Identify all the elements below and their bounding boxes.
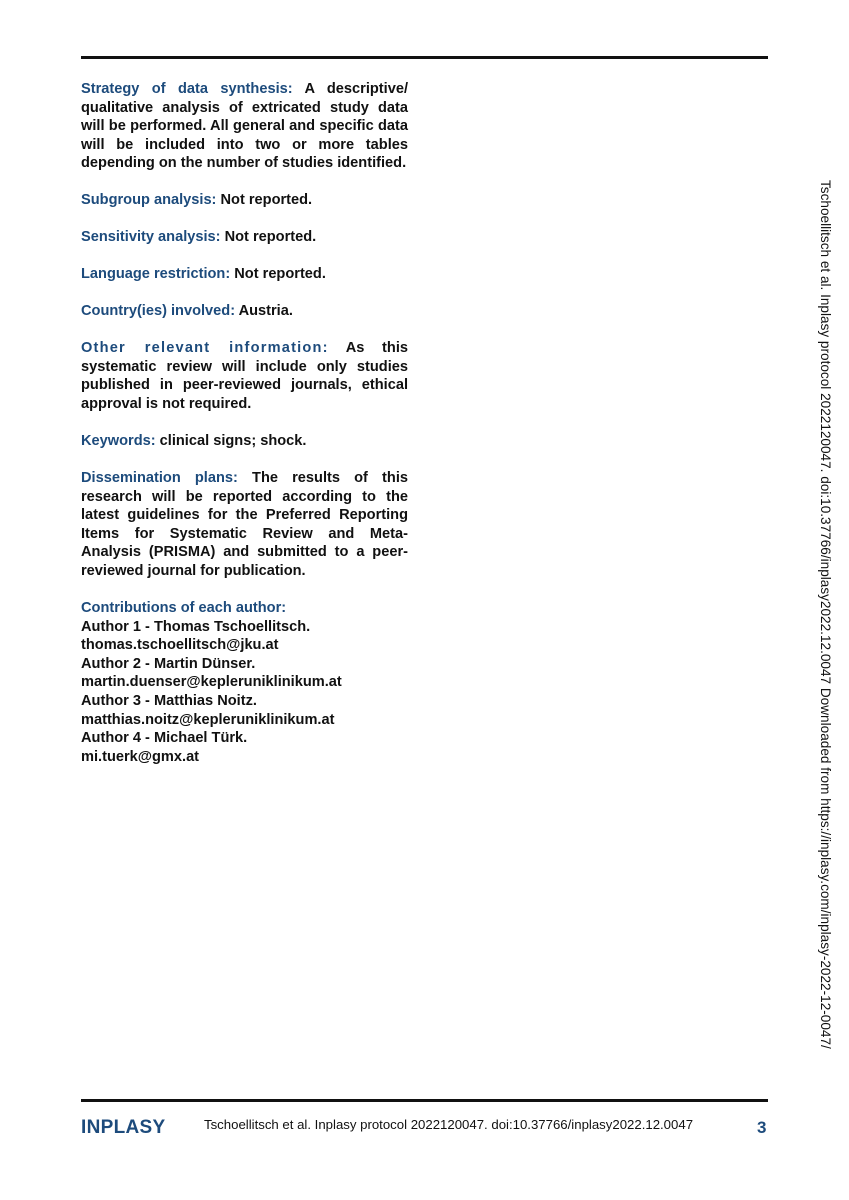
subgroup-label: Subgroup analysis: xyxy=(81,192,217,209)
language-label: Language restriction: xyxy=(81,266,231,283)
author-2-email[interactable]: martin.duenser@kepleruniklinikum.at xyxy=(81,674,342,691)
author-4-email[interactable]: mi.tuerk@gmx.at xyxy=(81,748,200,765)
other-info-text: As this systematic review will include only studies published in peer-reviewed journals, ethical approval is not required. xyxy=(81,340,408,413)
subgroup-paragraph xyxy=(81,191,408,210)
header-rule xyxy=(81,56,768,59)
strategy-text: A descriptive/ qualitative analysis of extricated study data will be performed. All general and specific data will be included into two or more tables depending on the number of studies identified. xyxy=(81,81,409,172)
author-2-name: Author 2 - Martin Dünser. xyxy=(81,655,256,672)
footer-rule xyxy=(81,1099,768,1102)
sensitivity-text: Not reported. xyxy=(224,229,317,246)
vertical-download-notice: Tschoellitsch et al. Inplasy protocol 2022120047. doi:10.37766/inplasy2022.12.0047 Downloaded from https://inplasy.com/inplasy-2022-12-0047/ xyxy=(818,180,833,1049)
main-column xyxy=(81,80,408,785)
strategy-paragraph xyxy=(81,80,408,173)
author-4-name: Author 4 - Michael Türk. xyxy=(81,730,248,747)
page-number: 3 xyxy=(757,1118,767,1137)
language-text: Not reported. xyxy=(234,266,326,283)
contributions-label: Contributions of each author: xyxy=(81,600,287,616)
author-1-email[interactable]: thomas.tschoellitsch@jku.at xyxy=(81,637,279,654)
other-info-label: Other relevant information: xyxy=(81,340,329,357)
strategy-label: Strategy of data synthesis: xyxy=(81,81,293,97)
country-text: Austria. xyxy=(238,303,293,320)
author-3-name: Author 3 - Matthias Noitz. xyxy=(81,692,257,709)
other-info-paragraph xyxy=(81,339,408,413)
dissemination-text: The results of this research will be reported according to the latest guidelines for the Preferred Reporting Items for Systematic Review and Meta-Analysis (PRISMA) and submitted to a peer-reviewed journal for publication. xyxy=(81,470,408,580)
footer-brand: INPLASY xyxy=(81,1117,166,1138)
contributions-block xyxy=(81,599,408,766)
country-label: Country(ies) involved: xyxy=(81,303,236,320)
keywords-text: clinical signs; shock. xyxy=(159,433,307,450)
sensitivity-paragraph xyxy=(81,228,408,247)
footer-citation: Tschoellitsch et al. Inplasy protocol 2022120047. doi:10.37766/inplasy2022.12.0047 xyxy=(204,1117,694,1132)
author-1-name: Author 1 - Thomas Tschoellitsch. xyxy=(81,618,311,635)
language-paragraph xyxy=(81,265,408,284)
dissemination-label: Dissemination plans: xyxy=(81,470,238,487)
subgroup-text: Not reported. xyxy=(220,192,313,209)
author-3-email[interactable]: matthias.noitz@kepleruniklinikum.at xyxy=(81,711,335,728)
sensitivity-label: Sensitivity analysis: xyxy=(81,229,221,246)
dissemination-paragraph xyxy=(81,469,408,581)
keywords-label: Keywords: xyxy=(81,433,156,450)
keywords-paragraph xyxy=(81,432,408,451)
country-paragraph xyxy=(81,302,408,321)
